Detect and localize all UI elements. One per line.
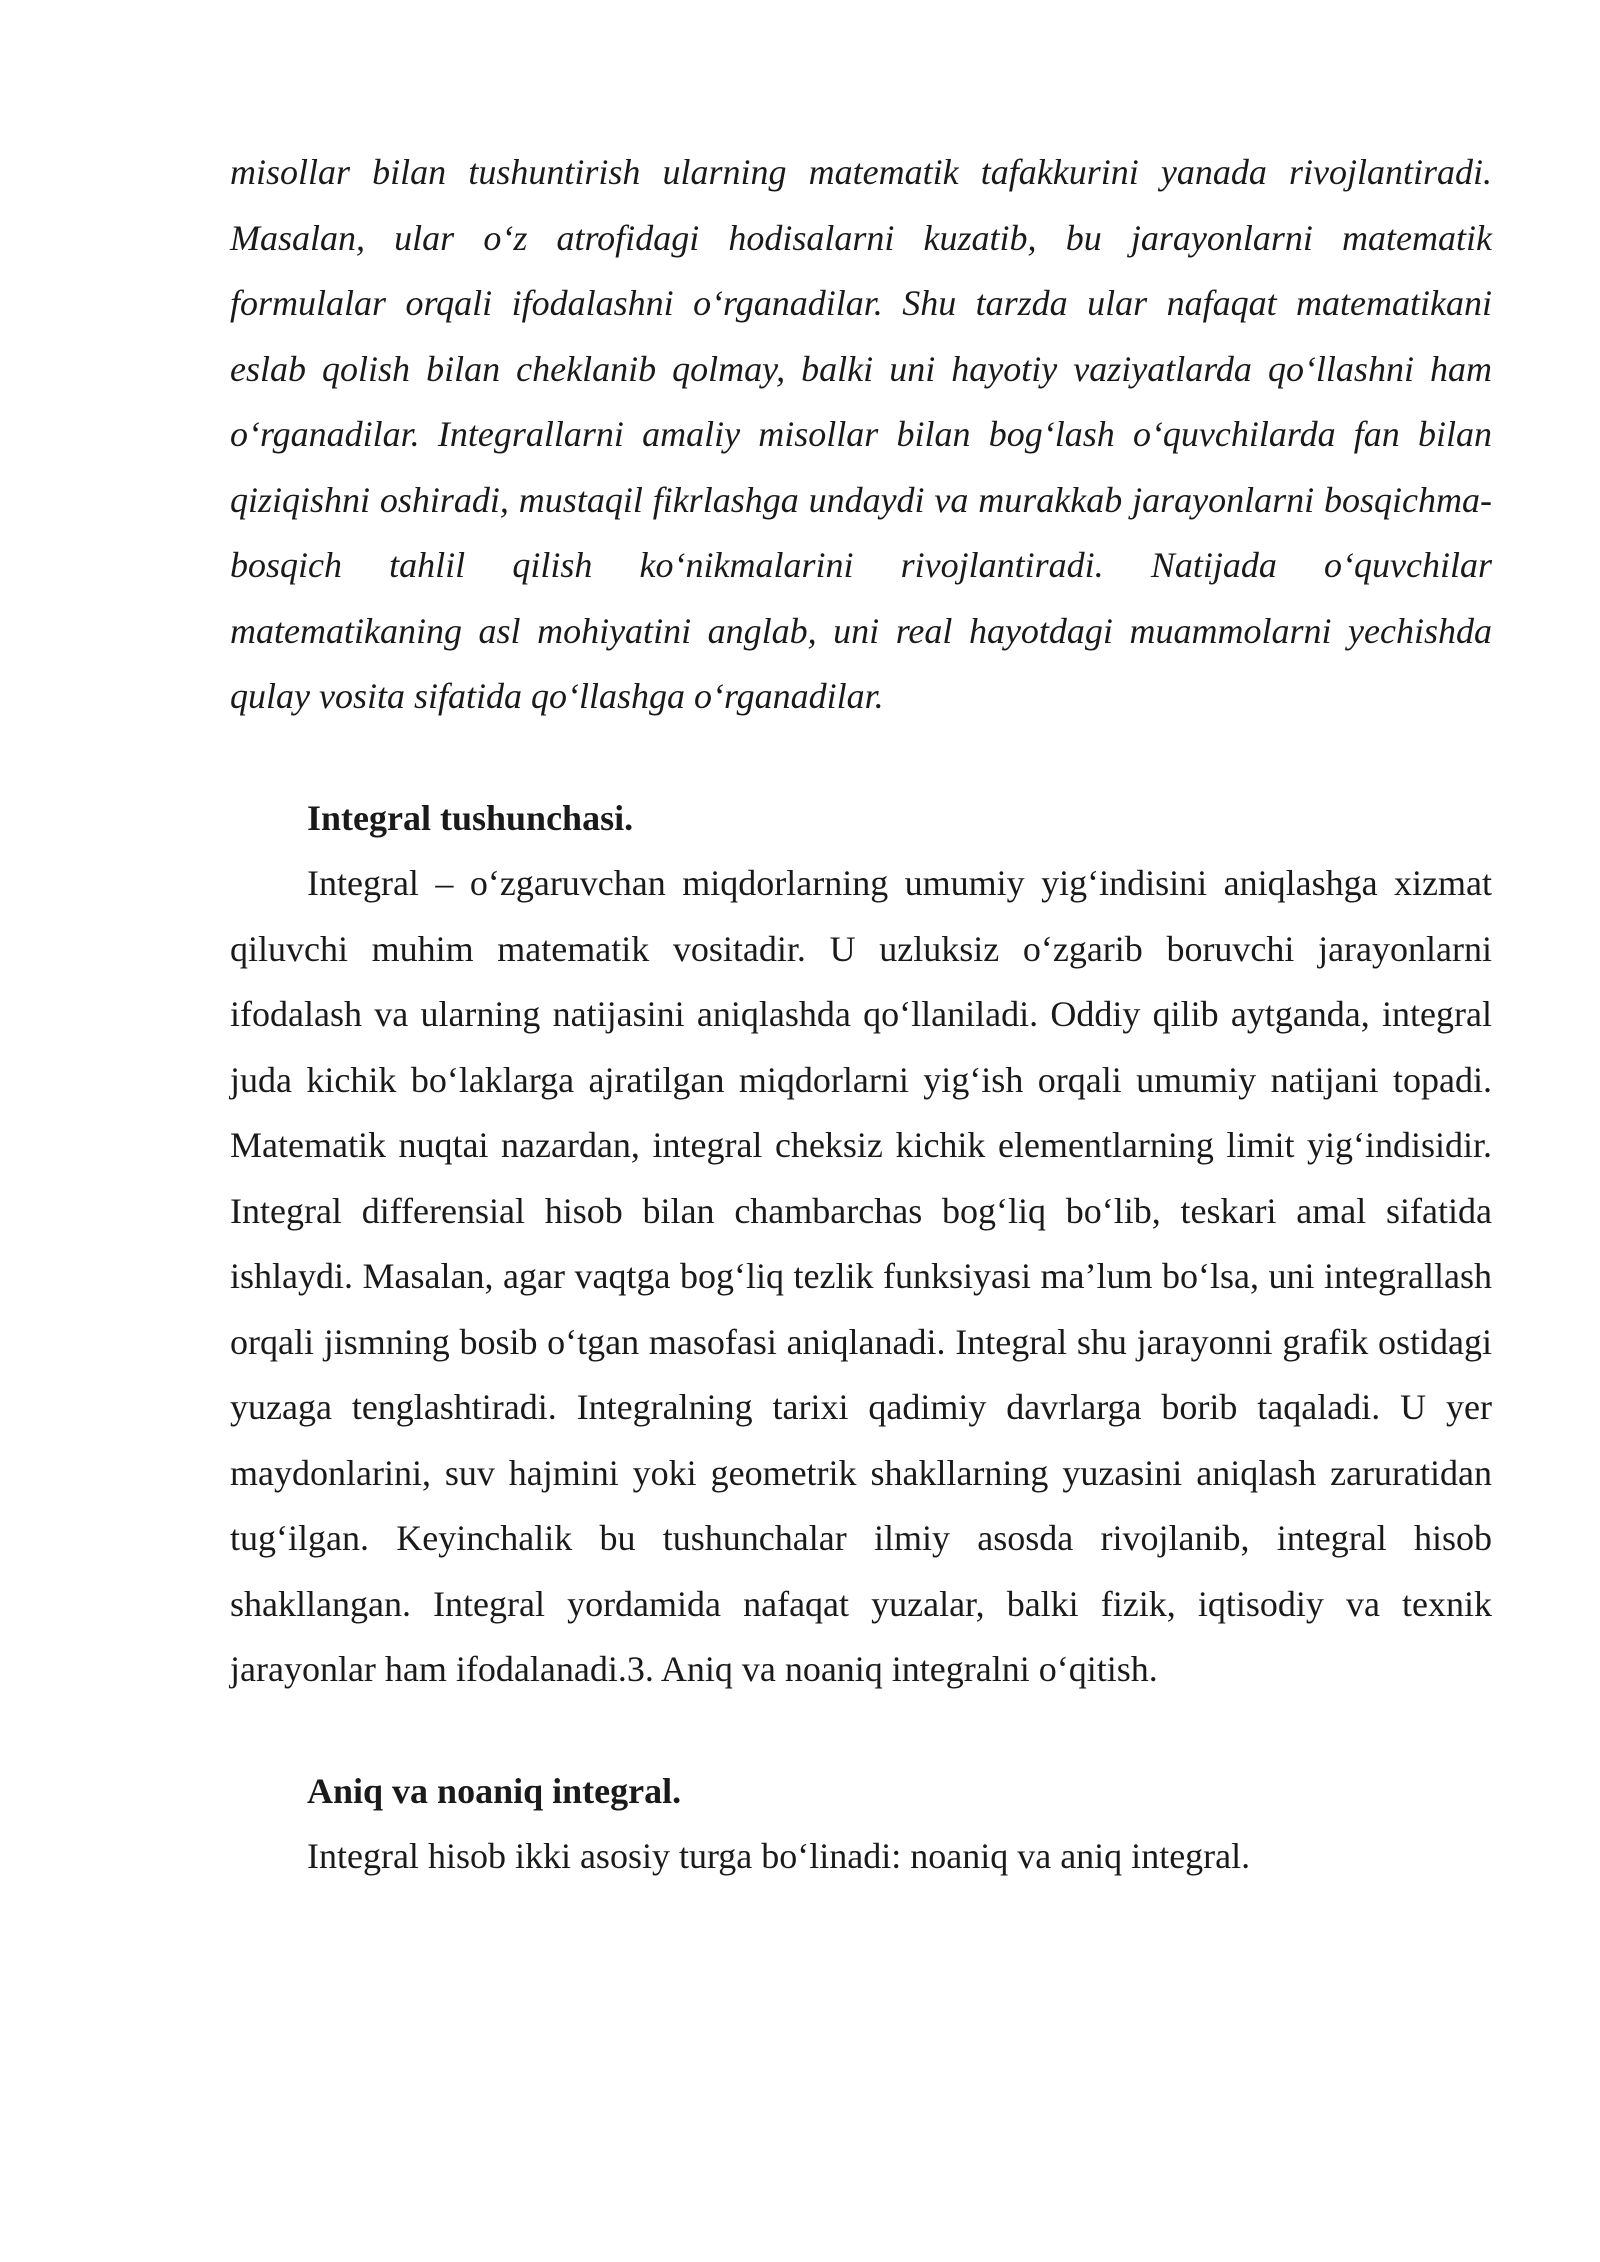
section-heading-integral-concept: Integral tushunchasi. bbox=[307, 797, 634, 838]
intro-paragraph: misollar bilan tushuntirish ularning matematik tafakkurini yanada rivojlantiradi. Masalan, ular o‘z atrofidagi hodisalarni kuzatib, bu jarayonlarni matematik formulalar orqali ifodalashni o‘rganadilar. Shu tarzda ular nafaqat matematikani eslab qolish bilan cheklanib qolmay, balki uni hayotiy vaziyatlarda qo‘llashni ham o‘rganadilar. Integrallarni amaliy misollar bilan bog‘lash o‘quvchilarda fan bilan qiziqishni oshiradi, mustaqil fikrlashga undaydi va murakkab jarayonlarni bosqichma-bosqich tahlil qilish ko‘nikmalarini rivojlantiradi. Natijada o‘quvchilar matematikaning asl mohiyatini anglab, uni real hayotdagi muammolarni yechishda qulay vosita sifatida qo‘llashga o‘rganadilar. bbox=[230, 152, 1492, 716]
section-heading-definite-indefinite: Aniq va noaniq integral. bbox=[307, 1770, 682, 1811]
section-body-definite-indefinite: Integral hisob ikki asosiy turga bo‘linadi: noaniq va aniq integral. bbox=[307, 1836, 1251, 1876]
document-page bbox=[230, 140, 1492, 1890]
section-body-integral-concept: Integral – o‘zgaruvchan miqdorlarning umumiy yig‘indisini aniqlashga xizmat qiluvchi muhim matematik vositadir. U uzluksiz o‘zgarib boruvchi jarayonlarni ifodalash va ularning natijasini aniqlashda qo‘llaniladi. Oddiy qilib aytganda, integral juda kichik bo‘laklarga ajratilgan miqdorlarni yig‘ish orqali umumiy natijani topadi. Matematik nuqtai nazardan, integral cheksiz kichik elementlarning limit yig‘indisidir. Integral differensial hisob bilan chambarchas bog‘liq bo‘lib, teskari amal sifatida ishlaydi. Masalan, agar vaqtga bog‘liq tezlik funksiyasi ma’lum bo‘lsa, uni integrallash orqali jismning bosib o‘tgan masofasi aniqlanadi. Integral shu jarayonni grafik ostidagi yuzaga tenglashtiradi. Integralning tarixi qadimiy davrlarga borib taqaladi. U yer maydonlarini, suv hajmini yoki geometrik shakllarning yuzasini aniqlash zaruratidan tug‘ilgan. Keyinchalik bu tushunchalar ilmiy asosda rivojlanib, integral hisob shakllangan. Integral yordamida nafaqat yuzalar, balki fizik, iqtisodiy va texnik jarayonlar ham ifodalanadi.3. Aniq va noaniq integralni o‘qitish. bbox=[230, 863, 1492, 1689]
spacer bbox=[230, 1703, 1492, 1759]
spacer bbox=[230, 730, 1492, 786]
